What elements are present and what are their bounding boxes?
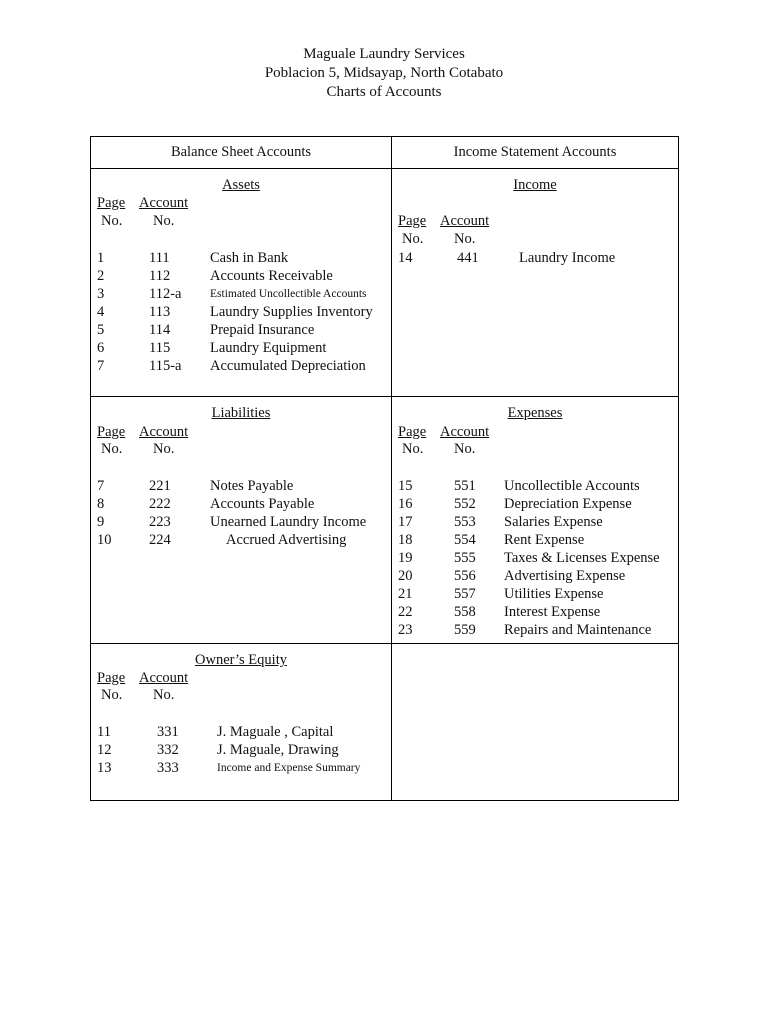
income-account-no-label: No. xyxy=(454,231,476,247)
expenses-account-name: Repairs and Maintenance xyxy=(504,622,652,638)
expenses-account-name: Depreciation Expense xyxy=(504,496,632,512)
income-page-number: 14 xyxy=(398,250,413,266)
expenses-account-name: Taxes & Licenses Expense xyxy=(504,550,660,566)
expenses-account-name: Rent Expense xyxy=(504,532,585,548)
equity-account-label: Account xyxy=(139,670,189,686)
equity-page-no-label: No. xyxy=(101,687,123,703)
liabilities-account-number: 221 xyxy=(149,478,171,494)
liabilities-page-number: 10 xyxy=(97,532,112,548)
expenses-account-number: 554 xyxy=(454,532,476,548)
liabilities-title: Liabilities xyxy=(211,405,271,421)
expenses-account-no-label: No. xyxy=(454,441,476,457)
assets-account-number: 113 xyxy=(149,304,171,320)
assets-page-number: 6 xyxy=(97,340,105,356)
expenses-page-number: 17 xyxy=(398,514,413,530)
expenses-page-number: 22 xyxy=(398,604,413,620)
section-divider-1 xyxy=(91,396,678,397)
assets-account-label: Account xyxy=(139,195,189,211)
expenses-account-number: 551 xyxy=(454,478,476,494)
section-divider-2 xyxy=(91,643,678,644)
equity-page-number: 12 xyxy=(97,742,112,758)
liabilities-page-number: 7 xyxy=(97,478,105,494)
assets-account-number: 115-a xyxy=(149,358,182,374)
assets-page-number: 5 xyxy=(97,322,105,338)
assets-page-number: 2 xyxy=(97,268,105,284)
assets-page-no-label: No. xyxy=(101,213,123,229)
income-statement-header: Income Statement Accounts xyxy=(453,144,617,160)
liabilities-account-name: Accrued Advertising xyxy=(226,532,347,548)
liabilities-account-no-label: No. xyxy=(153,441,175,457)
assets-account-name: Laundry Equipment xyxy=(210,340,327,356)
assets-page-label: Page xyxy=(97,195,126,211)
assets-account-number: 112-a xyxy=(149,286,182,302)
balance-sheet-header: Balance Sheet Accounts xyxy=(170,144,312,160)
income-account-name: Laundry Income xyxy=(519,250,616,266)
assets-title: Assets xyxy=(222,177,260,193)
assets-page-number: 4 xyxy=(97,304,105,320)
income-title: Income xyxy=(513,177,557,193)
assets-account-number: 114 xyxy=(149,322,171,338)
expenses-page-number: 23 xyxy=(398,622,413,638)
liabilities-account-name: Accounts Payable xyxy=(210,496,315,512)
equity-account-number: 332 xyxy=(157,742,179,758)
expenses-page-no-label: No. xyxy=(402,441,424,457)
expenses-title: Expenses xyxy=(507,405,563,421)
company-name: Maguale Laundry Services xyxy=(303,46,465,62)
equity-account-name: J. Maguale, Drawing xyxy=(217,742,339,758)
expenses-account-number: 553 xyxy=(454,514,476,530)
liabilities-account-name: Notes Payable xyxy=(210,478,294,494)
header-divider xyxy=(91,168,678,169)
assets-account-number: 112 xyxy=(149,268,171,284)
expenses-account-number: 555 xyxy=(454,550,476,566)
expenses-account-name: Advertising Expense xyxy=(504,568,626,584)
expenses-page-number: 19 xyxy=(398,550,413,566)
income-page-label: Page xyxy=(398,213,427,229)
assets-page-number: 1 xyxy=(97,250,105,266)
assets-page-number: 3 xyxy=(97,286,105,302)
assets-account-name: Laundry Supplies Inventory xyxy=(210,304,373,320)
assets-account-no-label: No. xyxy=(153,213,175,229)
equity-title: Owner’s Equity xyxy=(195,652,287,668)
expenses-page-number: 16 xyxy=(398,496,413,512)
liabilities-page-no-label: No. xyxy=(101,441,123,457)
assets-account-name: Accounts Receivable xyxy=(210,268,333,284)
income-page-no-label: No. xyxy=(402,231,424,247)
assets-account-number: 111 xyxy=(149,250,170,266)
expenses-account-name: Uncollectible Accounts xyxy=(504,478,640,494)
expenses-page-number: 15 xyxy=(398,478,413,494)
expenses-page-number: 18 xyxy=(398,532,413,548)
liabilities-account-number: 224 xyxy=(149,532,171,548)
assets-page-number: 7 xyxy=(97,358,105,374)
expenses-account-number: 557 xyxy=(454,586,476,602)
equity-page-number: 11 xyxy=(97,724,111,740)
assets-account-name: Cash in Bank xyxy=(210,250,289,266)
chart-of-accounts-table xyxy=(90,136,679,801)
expenses-account-label: Account xyxy=(440,424,490,440)
liabilities-page-number: 8 xyxy=(97,496,105,512)
expenses-account-name: Utilities Expense xyxy=(504,586,604,602)
expenses-page-label: Page xyxy=(398,424,427,440)
equity-account-name: Income and Expense Summary xyxy=(217,762,361,774)
company-address: Poblacion 5, Midsayap, North Cotabato xyxy=(264,65,504,81)
liabilities-account-name: Unearned Laundry Income xyxy=(210,514,367,530)
liabilities-account-number: 222 xyxy=(149,496,171,512)
expenses-account-name: Interest Expense xyxy=(504,604,601,620)
equity-account-number: 331 xyxy=(157,724,179,740)
equity-page-number: 13 xyxy=(97,760,112,776)
assets-account-name: Accumulated Depreciation xyxy=(210,358,366,374)
equity-page-label: Page xyxy=(97,670,126,686)
expenses-page-number: 21 xyxy=(398,586,413,602)
income-account-label: Account xyxy=(440,213,490,229)
liabilities-page-number: 9 xyxy=(97,514,105,530)
liabilities-page-label: Page xyxy=(97,424,126,440)
column-divider xyxy=(391,137,392,800)
expenses-account-number: 552 xyxy=(454,496,476,512)
document-title: Charts of Accounts xyxy=(326,84,442,100)
liabilities-account-number: 223 xyxy=(149,514,171,530)
expenses-account-name: Salaries Expense xyxy=(504,514,603,530)
assets-account-name: Estimated Uncollectible Accounts xyxy=(210,288,367,300)
income-account-number: 441 xyxy=(457,250,479,266)
equity-account-no-label: No. xyxy=(153,687,175,703)
assets-account-name: Prepaid Insurance xyxy=(210,322,315,338)
assets-account-number: 115 xyxy=(149,340,171,356)
equity-account-number: 333 xyxy=(157,760,179,776)
expenses-page-number: 20 xyxy=(398,568,413,584)
expenses-account-number: 558 xyxy=(454,604,476,620)
liabilities-account-label: Account xyxy=(139,424,189,440)
expenses-account-number: 559 xyxy=(454,622,476,638)
expenses-account-number: 556 xyxy=(454,568,476,584)
equity-account-name: J. Maguale , Capital xyxy=(217,724,334,740)
